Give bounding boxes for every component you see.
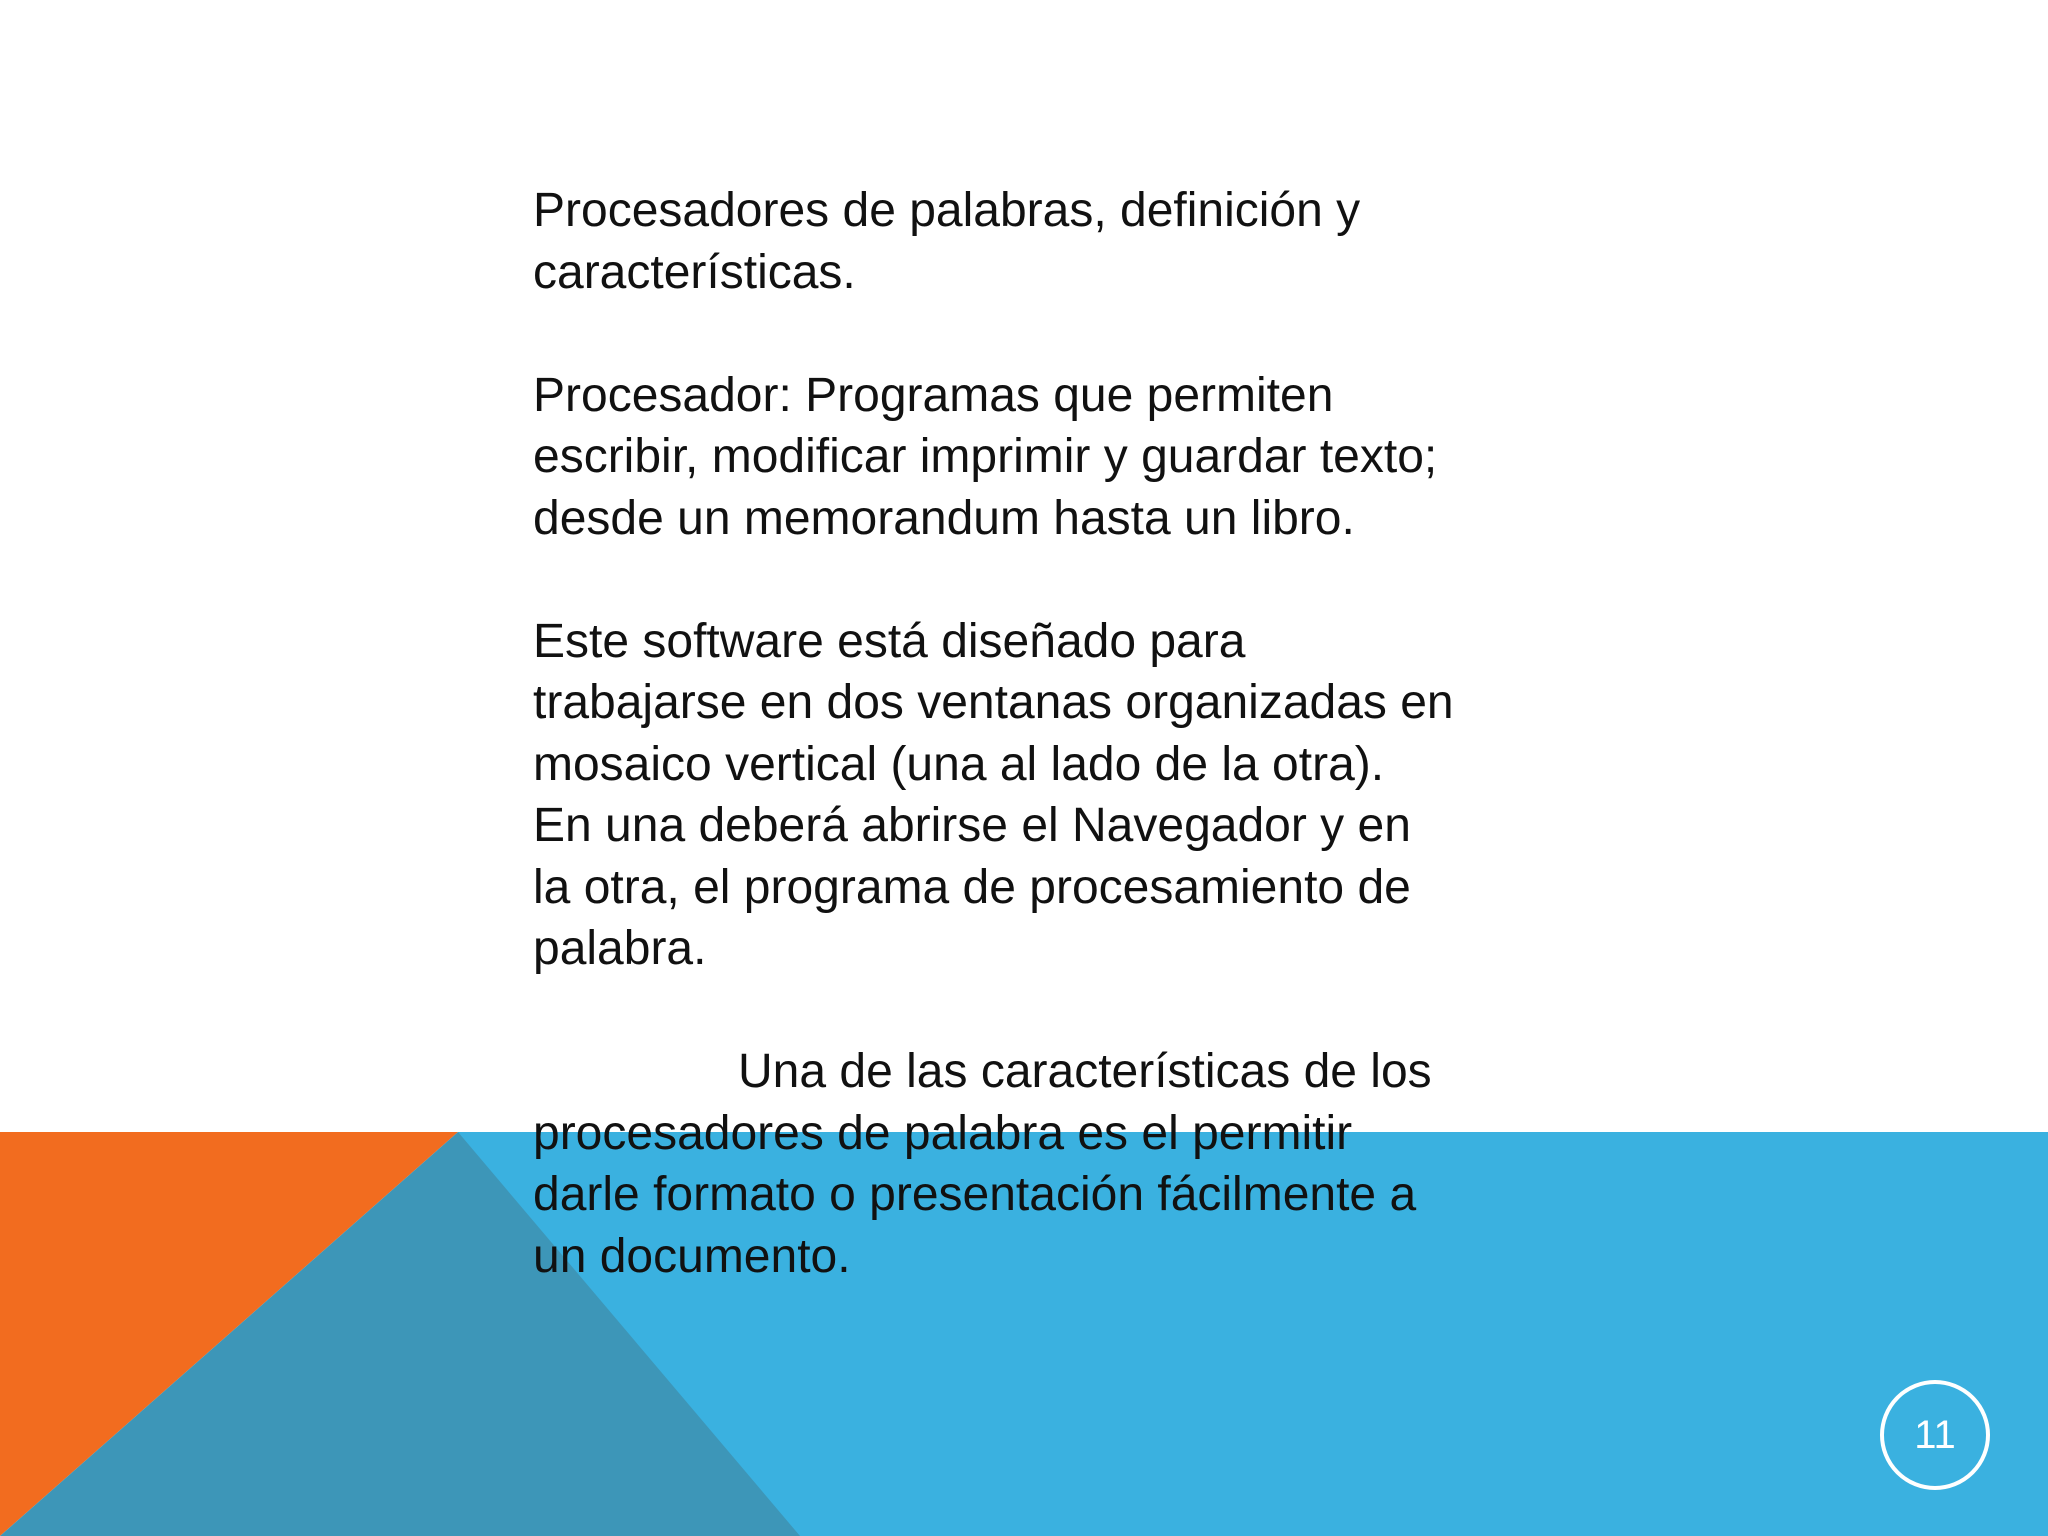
slide-number-badge <box>1880 1380 1990 1490</box>
text-line: palabra. <box>533 922 707 975</box>
text-line: características. <box>533 245 856 299</box>
paragraph-format <box>533 1041 1543 1287</box>
text-line: Procesadores de palabras, definición y <box>533 184 1361 237</box>
text-line: Una de las características de los <box>738 1045 1432 1098</box>
paragraph-definition <box>533 365 1543 550</box>
text-line: un documento. <box>533 1229 851 1283</box>
text-line: desde un memorandum hasta un libro. <box>533 491 1355 545</box>
text-line: darle formato o presentación fácilmente a <box>533 1168 1417 1221</box>
text-line: Este software está diseñado para <box>533 614 1246 668</box>
text-line: Procesador: Programas que permiten <box>533 368 1334 422</box>
text-line: escribir, modificar imprimir y guardar texto; <box>533 430 1438 483</box>
slide-body-text <box>533 180 1543 1287</box>
paragraph-heading <box>533 180 1543 303</box>
text-line: la otra, el programa de procesamiento de <box>533 860 1411 914</box>
text-line: procesadores de palabra es el permitir <box>533 1106 1353 1160</box>
paragraph-windows <box>533 611 1543 980</box>
text-line: trabajarse en dos ventanas organizadas en <box>533 676 1454 729</box>
text-line: mosaico vertical (una al lado de la otra). <box>533 737 1385 791</box>
slide-number: 11 <box>1914 1412 1956 1457</box>
text-line: En una deberá abrirse el Navegador y en <box>533 799 1411 852</box>
